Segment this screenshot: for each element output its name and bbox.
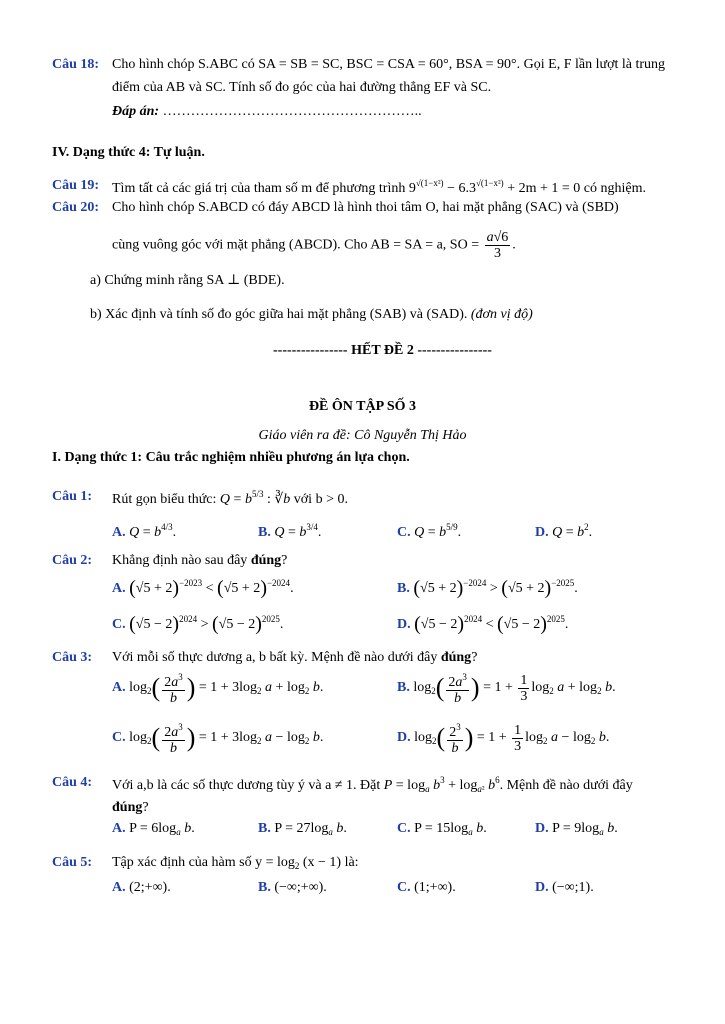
question-1-prompt: Rút gọn biểu thức: xyxy=(112,492,217,507)
question-2-text xyxy=(112,553,287,569)
question-5-option-a xyxy=(112,880,171,896)
question-4-expression: $P = \log_a b^3 + \log_{a^2} b^6$ xyxy=(383,775,500,794)
question-mark: ? xyxy=(471,650,478,665)
option-value: (−∞;1). xyxy=(552,880,594,895)
question-20-text-line2: cùng vuông góc với mặt phẳng (ABCD). Cho AB = SA = a, SO = $\frac{a√6}{3}$ . xyxy=(112,230,516,261)
question-20-text-line1: Cho hình chóp S.ABCD có đáy ABCD là hình thoi tâm O, hai mặt phẳng (SAC) và (SBD) xyxy=(112,200,619,215)
option-letter: D. xyxy=(535,525,549,540)
question-5-option-d xyxy=(535,880,594,896)
option-letter: A. xyxy=(112,680,126,696)
question-2-option-b: B. $(√5 + 2)^{-2024} > (√5 + 2)^{-2025}$. xyxy=(397,577,578,599)
answer-blank: ……………………………………………….. xyxy=(162,104,422,119)
question-4-prompt-end: . Mệnh đề nào dưới đây xyxy=(499,778,633,793)
emphasis: đúng xyxy=(250,553,282,568)
option-value: P = 15log xyxy=(414,821,469,836)
option-letter: A. xyxy=(112,581,126,596)
question-mark: ? xyxy=(281,553,288,568)
section-1-heading: I. Dạng thức 1: Câu trắc nghiệm nhiều phương án lựa chọn. xyxy=(52,450,410,465)
option-value: (1;+∞). xyxy=(414,880,456,895)
question-4-prompt: Với a,b là các số thực dương tùy ý và a ≠ 1. Đặt xyxy=(112,778,381,793)
question-1-condition: với b > 0. xyxy=(293,492,348,507)
option-letter: B. xyxy=(258,880,271,895)
question-2-option-a: A. $(√5 + 2)^{-2023} < (√5 + 2)^{-2024}$. xyxy=(112,577,294,599)
question-3-label: Câu 3: xyxy=(52,650,93,665)
question-19-label: Câu 19: xyxy=(52,178,100,193)
answer-label: Đáp án: xyxy=(112,104,160,119)
emphasis: đúng xyxy=(440,650,472,665)
option-value: P = 9log xyxy=(552,821,600,836)
question-2-option-c: C. $(√5 - 2)^{2024} > (√5 - 2)^{2025}$. xyxy=(112,613,284,635)
question-3-prompt: Với mỗi số thực dương a, b bất kỳ. Mệnh đề nào dưới đây xyxy=(112,650,438,665)
question-4-text-line1 xyxy=(112,775,633,794)
question-3-option-d: D. $\log_2$( $\frac{2^3}{b}$ ) = 1 + $\frac{1}{3}$ $\log_2 a - \log_2 b$. xyxy=(397,722,610,756)
question-1-option-a: A. $Q = b^{4/3}$. xyxy=(112,522,177,540)
question-1-option-c: C. $Q = b^{5/9}$. xyxy=(397,522,462,540)
question-4-option-d: D. $P = 9\log_a$ b. xyxy=(535,821,618,837)
author-line: Giáo viên ra đề: Cô Nguyễn Thị Hảo xyxy=(258,428,467,443)
option-value: P = 27log xyxy=(274,821,329,836)
question-19-equation: $9^{√(1-x^2)} - 6.3^{√(1-x^2)} + 2m + 1 = 0$ xyxy=(408,178,581,196)
question-2-prompt: Khẳng định nào sau đây xyxy=(112,553,248,568)
emphasis: đúng xyxy=(112,800,143,815)
option-letter: D. xyxy=(535,880,549,895)
question-1-option-b: B. $Q = b^{3/4}$. xyxy=(258,522,322,540)
question-19-text xyxy=(112,178,646,197)
section-4-heading: IV. Dạng thức 4: Tự luận. xyxy=(52,145,205,160)
option-letter: B. xyxy=(397,680,410,696)
option-value: P = 6log xyxy=(129,821,177,836)
question-3-option-a: A. $\log_2$( $\frac{2a^3}{b}$ ) = $1 + 3\log_2$ $a + \log_2 b$. xyxy=(112,672,324,706)
fraction-a-sqrt6-over-3: $\frac{a√6}{3}$ xyxy=(486,230,509,261)
question-18-label: Câu 18: xyxy=(52,57,100,72)
question-3-option-c: C. $\log_2$( $\frac{2a^3}{b}$ ) = $1 + 3\log_2$ $a - \log_2 b$. xyxy=(112,722,324,756)
option-letter: C. xyxy=(397,821,411,836)
option-letter: C. xyxy=(112,730,126,746)
question-20-part-a: a) Chứng minh rằng SA ⊥ (BDE). xyxy=(90,273,285,288)
test-3-title: ĐỀ ÔN TẬP SỐ 3 xyxy=(308,399,417,414)
option-letter: D. xyxy=(535,821,549,836)
question-20-part-b-text: b) Xác định và tính số đo góc giữa hai mặt phẳng (SAB) và (SAD). xyxy=(90,307,468,322)
option-letter: B. xyxy=(258,525,271,540)
question-18-answer xyxy=(112,104,422,120)
question-1-option-d: D. $Q = b^2$. xyxy=(535,522,593,540)
question-5-option-b xyxy=(258,880,327,896)
question-19-prefix: Tìm tất cả các giá trị của tham số m để phương trình xyxy=(112,181,406,196)
option-letter: C. xyxy=(397,525,411,540)
option-letter: A. xyxy=(112,821,126,836)
question-18-text-line1: Cho hình chóp S.ABC có SA = SB = SC, BSC = CSA = 60°, BSA = 90°. Gọi E, F lần lượt là trung xyxy=(112,57,666,72)
question-2-option-d: D. $(√5 - 2)^{2024} < (√5 - 2)^{2025}$. xyxy=(397,613,569,635)
question-20-line2-text: cùng vuông góc với mặt phẳng (ABCD). Cho AB = SA = a, SO = xyxy=(112,237,480,253)
question-1-expression: $Q = b^{5/3}$ : ∛b xyxy=(219,489,291,507)
question-20-part-b xyxy=(90,307,533,323)
question-20-part-b-note: (đơn vị độ) xyxy=(470,307,533,322)
end-of-test-2-banner: ---------------- HẾT ĐỀ 2 ---------------- xyxy=(273,343,492,358)
question-5-prompt: Tập xác định của hàm số y = log xyxy=(112,855,295,870)
option-letter: B. xyxy=(397,581,410,596)
question-5-label: Câu 5: xyxy=(52,855,93,870)
option-letter: C. xyxy=(112,617,126,632)
option-value: (−∞;+∞). xyxy=(274,880,327,895)
option-letter: A. xyxy=(112,525,126,540)
question-5-prompt-end: (x − 1) là: xyxy=(302,855,359,870)
question-mark: ? xyxy=(142,800,149,815)
question-2-label: Câu 2: xyxy=(52,553,93,568)
option-letter: D. xyxy=(397,617,411,632)
question-3-text xyxy=(112,650,477,666)
option-value: (2;+∞). xyxy=(129,880,171,895)
question-20-label: Câu 20: xyxy=(52,200,100,215)
option-letter: C. xyxy=(397,880,411,895)
question-5-option-c xyxy=(397,880,456,896)
question-18-text-line2: điểm của AB và SC. Tính số đo góc của hai đường thẳng EF và SC. xyxy=(112,80,492,95)
option-letter: A. xyxy=(112,880,126,895)
question-5-text: Tập xác định của hàm số $y = \log_2 (x - 1)$ là: xyxy=(112,855,359,871)
question-4-option-a: A. $P = 6\log_a$ b. xyxy=(112,821,195,837)
question-1-label: Câu 1: xyxy=(52,489,93,504)
question-4-option-c: C. $P = 15\log_a$ b. xyxy=(397,821,487,837)
question-1-text xyxy=(112,489,348,508)
option-letter: D. xyxy=(397,730,411,746)
question-19-suffix: có nghiệm. xyxy=(583,181,646,196)
question-4-option-b: B. $P = 27\log_a$ b. xyxy=(258,821,347,837)
question-4-text-line2 xyxy=(112,800,149,816)
question-4-label: Câu 4: xyxy=(52,775,93,790)
question-3-option-b: B. $\log_2$( $\frac{2a^3}{b}$ ) = 1 + $\frac{1}{3}$ $\log_2 a + \log_2 b$. xyxy=(397,672,616,706)
option-letter: B. xyxy=(258,821,271,836)
